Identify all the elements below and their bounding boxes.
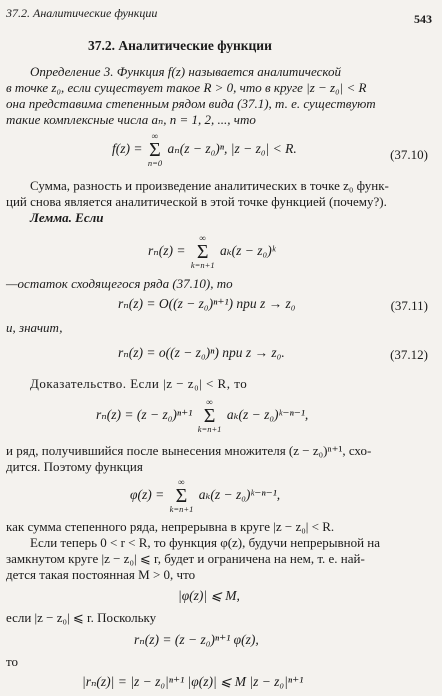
definition-line-1: Определение 3. Функция f(z) называется аналитической — [30, 64, 341, 79]
equation-37-10 — [112, 132, 297, 168]
text-line-15: замкнутом круге |z − z₀| ⩽ r, будет и ограничена на нем, т. е. най- — [6, 551, 365, 566]
equation-lhs: rₙ(z) = — [148, 242, 186, 258]
sum-upper-limit: ∞ — [206, 397, 213, 407]
sum-symbol — [191, 234, 215, 270]
sum-symbol — [198, 398, 222, 434]
equation-37-11: rₙ(z) = O((z − z₀)ⁿ⁺¹) при z → z₀ — [118, 296, 296, 311]
definition-line-4: такие комплексные числа aₙ, n = 1, 2, ..., что — [6, 112, 256, 127]
equation-number: (37.11) — [390, 298, 428, 313]
equation-lhs: rₙ(z) = (z − z₀)ⁿ⁺¹ — [96, 406, 193, 422]
equation-remainder-phi: rₙ(z) = (z − z₀)ⁿ⁺¹ φ(z), — [134, 632, 259, 647]
text-line-5: Сумма, разность и произведение аналитических в точке z₀ функ- — [30, 178, 389, 193]
sum-upper-limit: ∞ — [178, 477, 185, 487]
equation-lhs: f(z) = — [112, 140, 143, 156]
text-line-13: как сумма степенного ряда, непрерывна в круге |z − z₀| < R. — [6, 519, 335, 534]
equation-rhs: aₙ(z − z₀)ⁿ, |z − z₀| < R. — [167, 140, 297, 156]
sum-upper-limit: ∞ — [199, 233, 206, 243]
text-line-11: и ряд, получившийся после вынесения множителя (z − z₀)ⁿ⁺¹, схо- — [6, 443, 372, 458]
equation-remainder-estimate: |rₙ(z)| = |z − z₀|ⁿ⁺¹ |φ(z)| ⩽ M |z − z₀|ⁿ⁺¹ — [82, 674, 304, 689]
text-line-17: если |z − z₀| ⩽ r. Поскольку — [6, 610, 157, 625]
equation-rhs: aₖ(z − z₀)ᵏ⁻ⁿ⁻¹, — [226, 406, 309, 422]
equation-remainder — [148, 234, 276, 270]
section-title: 37.2. Аналитические функции — [88, 38, 272, 53]
sum-symbol — [170, 478, 194, 514]
equation-remainder-factored — [96, 398, 308, 434]
text-line-8: —остаток сходящегося ряда (37.10), то — [6, 276, 233, 291]
text-line-16: дется такая постоянная M > 0, что — [6, 567, 196, 582]
equation-rhs: aₖ(z − z₀)ᵏ⁻ⁿ⁻¹, — [198, 486, 281, 502]
equation-37-12: rₙ(z) = o((z − z₀)ⁿ) при z → z₀. — [118, 345, 285, 360]
lemma-heading: Лемма. Если — [30, 210, 104, 225]
sum-lower-limit: k=n+1 — [169, 504, 194, 514]
definition-line-3: она представима степенным рядом вида (37.1), т. е. существуют — [6, 96, 376, 111]
sum-upper-limit: ∞ — [151, 131, 159, 141]
running-title: 37.2. Аналитические функции — [6, 6, 158, 20]
text-line-18: то — [6, 654, 19, 669]
text-line-14: Если теперь 0 < r < R, то функция φ(z), будучи непрерывной на — [30, 535, 381, 550]
page-number: 543 — [414, 12, 432, 26]
proof-heading-line: Доказательство. Если |z − z₀| < R, то — [30, 376, 248, 391]
sigma-glyph: Σ — [196, 241, 209, 263]
text-line-9: и, значит, — [6, 320, 63, 335]
sigma-glyph: Σ — [149, 139, 161, 161]
equation-rhs: aₖ(z − z₀)ᵏ — [219, 242, 276, 258]
sigma-glyph: Σ — [175, 485, 188, 507]
definition-line-2: в точке z₀, если существует такое R > 0, что в круге |z − z₀| < R — [6, 80, 367, 95]
equation-phi-bound: |φ(z)| ⩽ M, — [178, 588, 240, 603]
equation-phi — [130, 478, 280, 514]
text-line-6: ций снова является аналитической в этой точке функцией (почему?). — [6, 194, 387, 209]
sum-symbol — [148, 132, 162, 168]
text-line-12: дится. Поэтому функция — [6, 459, 143, 474]
equation-number: (37.10) — [390, 147, 428, 162]
equation-lhs: φ(z) = — [130, 486, 165, 502]
sum-lower-limit: k=n+1 — [190, 260, 215, 270]
equation-number: (37.12) — [390, 347, 428, 362]
sum-lower-limit: k=n+1 — [197, 424, 222, 434]
sum-lower-limit: n=0 — [147, 158, 163, 168]
sigma-glyph: Σ — [203, 405, 216, 427]
